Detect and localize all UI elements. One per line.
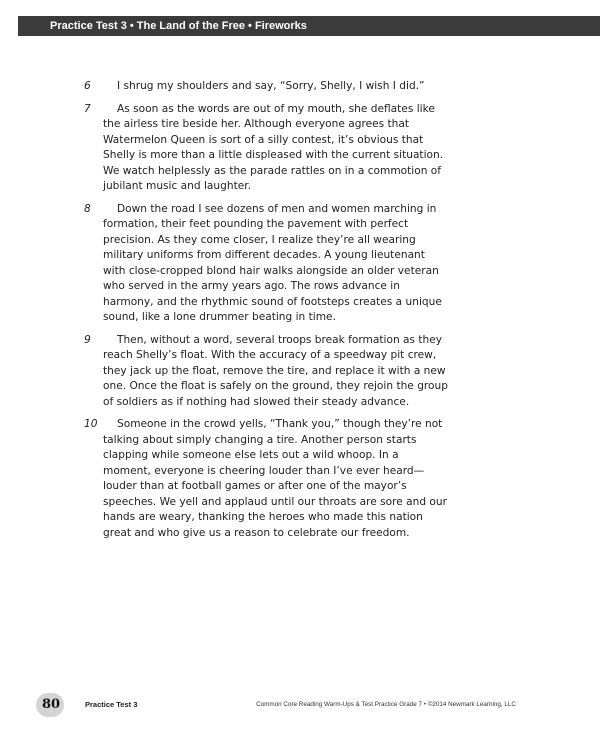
paragraph-10 <box>84 417 449 541</box>
paragraph-8 <box>84 202 449 326</box>
paragraph-text: I shrug my shoulders and say, “Sorry, Shelly, I wish I did.” <box>117 80 425 92</box>
page-footer <box>36 693 600 717</box>
page-number: 80 <box>41 697 61 712</box>
paragraph-number: 8 <box>84 202 91 215</box>
paragraph-text: Someone in the crowd yells, “Thank you,” though they’re not talking about simply changing a tire. Another person starts clapping while someone else lets out a wild whoop. In a moment, everyone is cheering louder than I’ve ever heard—louder than at football games or after one of the mayor’s speeches. We yell and applaud until our throats are sore and our hands are weary, thanking the heroes who made this nation great and who give us a reason to celebrate our freedom. <box>103 418 447 539</box>
footer-credit: Common Core Reading Warm-Ups & Test Practice Grade 7 • ©2014 Newmark Learning, LLC <box>256 701 516 708</box>
footer-test-label: Practice Test 3 <box>85 700 138 709</box>
paragraph-text: Then, without a word, several troops break formation as they reach Shelly’s float. With the accuracy of a speedway pit crew, they jack up the float, remove the tire, and replace it with a new one. Once the float is safely on the ground, they rejoin the group of soldiers as if nothing had slowed their steady advance. <box>103 333 448 408</box>
paragraph-text: Down the road I see dozens of men and women marching in formation, their feet pounding the pavement with perfect precision. As they come closer, I realize they’re all wearing military uniforms from different decades. A young lieutenant with close-cropped blond hair walks alongside an older veteran who served in the army years ago. The rows advance in harmony, and the rhythmic sound of footsteps creates a unique sound, like a lone drummer beating in time. <box>103 202 442 323</box>
paragraph-number: 7 <box>84 102 91 115</box>
passage <box>84 79 449 548</box>
paragraph-text: As soon as the words are out of my mouth, she deflates like the airless tire beside her. Although everyone agrees that Watermelon Queen is sort of a silly contest, it’s obvious that Shelly is more than a little displeased with the current situation. We watch helplessly as the parade rattles on in a commotion of jubilant music and laughter. <box>103 102 444 192</box>
header-bar <box>18 16 600 36</box>
paragraph-number: 6 <box>84 80 91 92</box>
paragraph-9 <box>84 333 449 411</box>
header-title: Practice Test 3 • The Land of the Free • Fireworks <box>50 20 307 32</box>
paragraph-number: 10 <box>84 418 98 430</box>
paragraph-6 <box>84 79 449 95</box>
paragraph-7 <box>84 102 449 195</box>
paragraph-number: 9 <box>84 333 91 346</box>
